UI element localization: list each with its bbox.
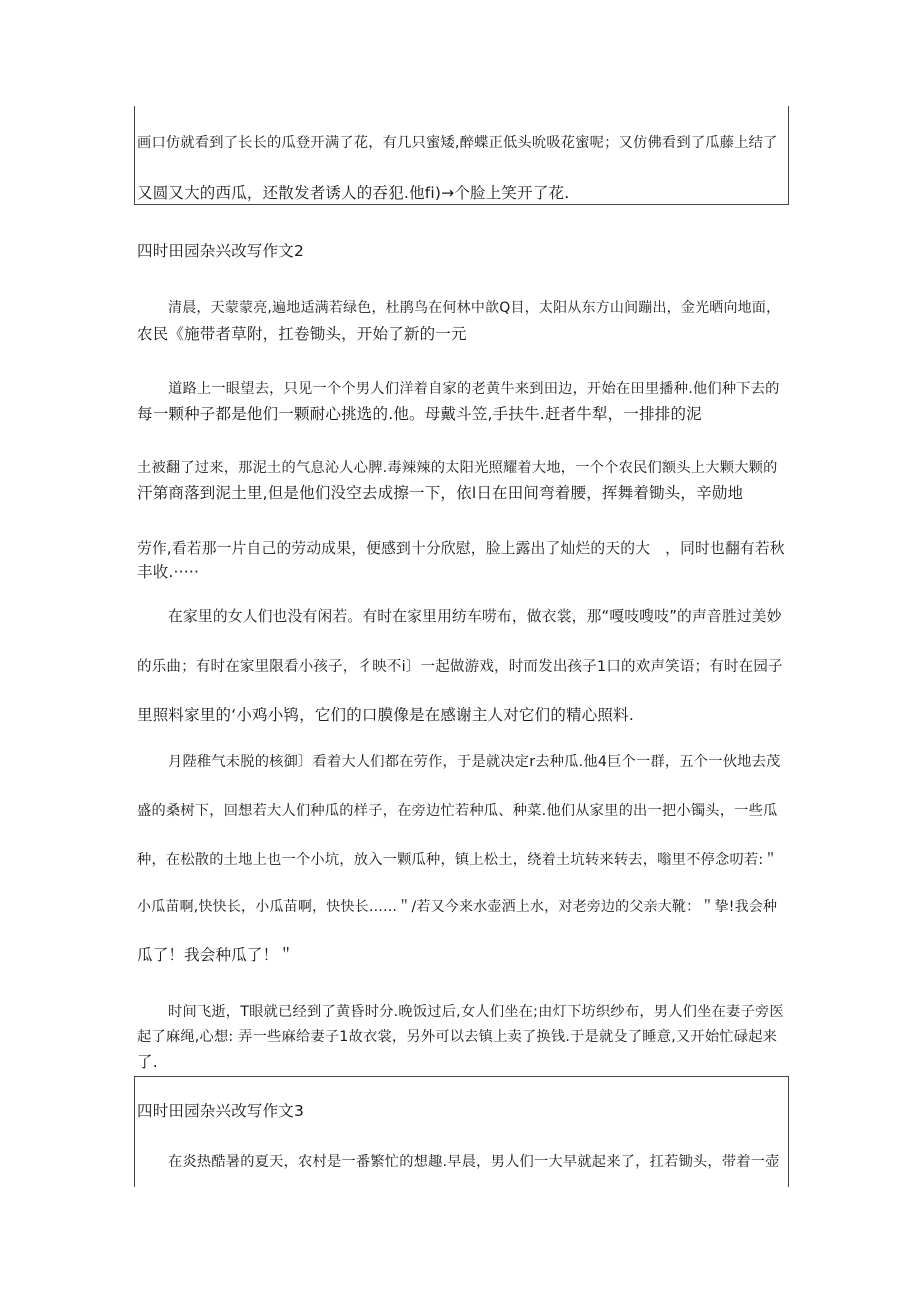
box-top-line-2: 又圆又大的西瓜，还散发者诱人的吞犯.他fi)→个脸上笑开了花.	[137, 184, 570, 202]
paragraph-2-line-3: 土被翻了过来，那泥土的气息沁人心脾.毒辣辣的太阳光照耀着大地，一个个农民们额头上大颗大颗的	[137, 460, 778, 476]
paragraph-2-line-1: 道路上一眼望去，只见一个个男人们洋着自家的老黄牛来到田边，开始在田里播种.他们种下去的	[168, 381, 780, 397]
paragraph-6-line-1: 在炎热酷暑的夏天，农村是一番繁忙的想趣.早晨，男人们一大早就起来了，扛若锄头，带着一壶	[168, 1154, 780, 1170]
paragraph-2-line-6: 丰收.·····	[137, 563, 200, 581]
paragraph-4-line-3: 种，在松散的土地上也一个小坑，放入一颗瓜种，镇上松土，绕着土坑转来转去，嗡里不停念叨若:＂	[137, 852, 778, 868]
paragraph-1-line-1: 清晨，天蒙蒙亮,遍地适满若绿色，杜鹃鸟在何林中歆Q目，太阳从东方山间蹦出，金光晒向地面，	[168, 300, 781, 316]
section-heading-3: 四时田园杂兴改写作文3	[137, 1102, 305, 1120]
paragraph-2-line-4: 汗第商落到泥土里,但是他们没空去成擦一下，依l日在田间弯着腰，挥舞着锄头，辛勋地	[137, 484, 744, 502]
section-heading-2: 四时田园杂兴改写作文2	[137, 242, 305, 260]
paragraph-3-line-2: 的乐曲；有时在家里限看小孩子，彳映不i〕一起做游戏，时而发出孩子1口的欢声笑语；有时在园子	[137, 659, 783, 675]
paragraph-4-line-2: 盛的桑树下，回想若大人们种瓜的样子，在旁边忙若种瓜、种菜.他们从家里的出一把小镯头，一些瓜	[137, 803, 778, 819]
paragraph-3-line-3: 里照料家里的‘小鸡小鸨，它们的口膜像是在感谢主人对它们的精心照料.	[137, 706, 634, 724]
paragraph-2-line-5: 劳作,看若那一片自己的劳动成果，便感到十分欣慰，脸上露出了灿烂的天的大 ，同时也翻有若秋	[137, 540, 785, 557]
paragraph-1-line-2: 农民《施带者草附，扛卷锄头，开始了新的一元	[137, 325, 467, 343]
paragraph-2-line-2: 每一颗种子都是他们一颗耐心挑选的.他。母戴斗笠,手扶牛.赶者牛犁，一排排的泥	[137, 405, 702, 423]
paragraph-4-line-5: 瓜了！我会种瓜了！＂	[137, 946, 295, 964]
paragraph-3-line-1: 在家里的女人们也没有闲若。有时在家里用纺车唠布，做衣裳，那“嘎吱嗖吱”的声音胜过美妙	[168, 608, 782, 625]
paragraph-5-line-3: 了.	[137, 1053, 158, 1071]
paragraph-5-line-2: 起了麻绳,心想: 弄一些麻给妻子1故衣裳，另外可以去镇上卖了换钱.于是就殳了睡意,又开始忙碌起来	[137, 1029, 778, 1045]
paragraph-5-line-1: 时间飞逝，T眼就已经到了黄昏时分.晚饭过后,女人们坐在;由灯下坊织纱布，男人们坐在妻子旁医	[168, 1004, 784, 1020]
box-top-line-1: 画口仿就看到了长长的瓜登开满了花，有几只蜜矮,醉蝶正低头吮吸花蜜呢；又仿佛看到了瓜藤上结了	[137, 135, 778, 151]
paragraph-4-line-1: 月陛稚气未脱的核御〕看着大人们都在劳作，于是就决定r去种瓜.他4巨个一群，五个一伙地去茂	[168, 754, 781, 770]
paragraph-4-line-4: 小瓜苗啊,快快长，小瓜苗啊，快快长……＂/若又今来水壶洒上水，对老旁边的父亲大靴：＂挚!我会种	[137, 899, 778, 915]
